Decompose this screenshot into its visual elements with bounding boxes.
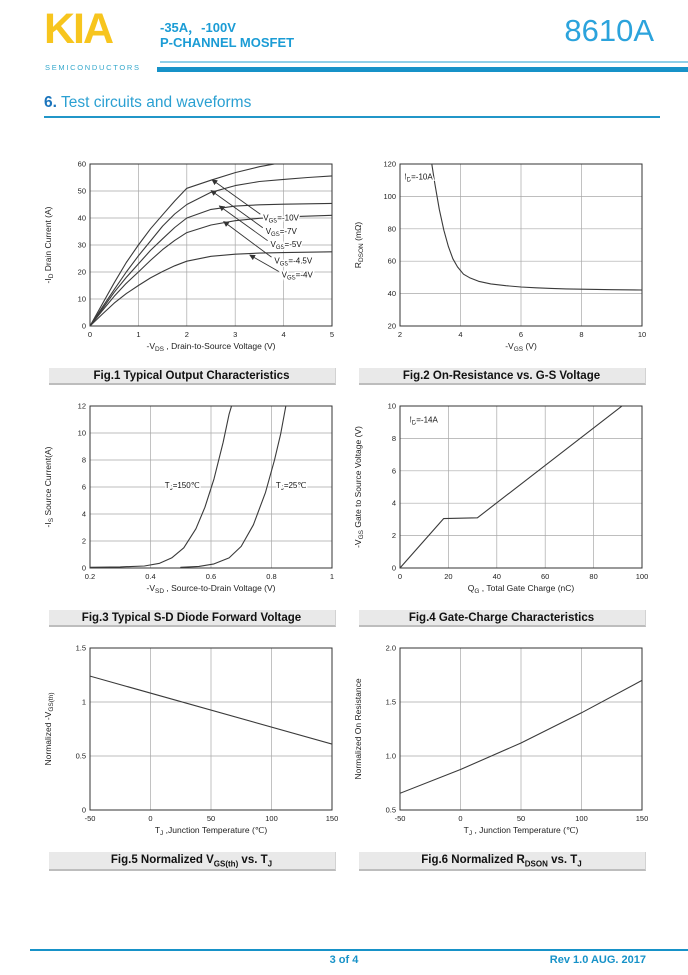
svg-text:ID=-10A: $I_D=-10A$ bbox=[404, 172, 433, 184]
svg-text:-50: -50 bbox=[394, 814, 406, 823]
svg-text:60: 60 bbox=[541, 572, 550, 581]
svg-text:Normalized On Resistance: Normalized On Resistance bbox=[353, 678, 363, 780]
fig2-plot bbox=[350, 152, 654, 366]
svg-text:4: 4 bbox=[458, 330, 463, 339]
svg-text:60: 60 bbox=[77, 159, 86, 169]
fig3-plot bbox=[40, 394, 344, 608]
svg-text:4: 4 bbox=[281, 330, 286, 339]
svg-text:120: 120 bbox=[383, 159, 396, 169]
svg-text:0: 0 bbox=[391, 563, 396, 573]
svg-text:0: 0 bbox=[87, 330, 93, 339]
svg-text:VGS=-10V: $V_{GS}=-10V$ bbox=[263, 213, 299, 225]
svg-text:40: 40 bbox=[77, 213, 86, 223]
svg-text:TJ=25℃: $T_J=25℃$ bbox=[275, 481, 307, 493]
svg-text:12: 12 bbox=[77, 401, 86, 411]
svg-text:QG , Total Gate Charge (nC): $Q_G$ , Total Gate Charge (nC) bbox=[467, 583, 575, 595]
svg-text:0: 0 bbox=[81, 563, 86, 573]
revision-label: Rev 1.0 AUG. 2017 bbox=[549, 954, 646, 966]
part-number: 8610A bbox=[564, 13, 654, 48]
svg-text:30: 30 bbox=[77, 240, 86, 250]
device-type: P-CHANNEL MOSFET bbox=[160, 35, 295, 50]
svg-text:VGS=-4V: $V_{GS}=-4V$ bbox=[281, 270, 313, 282]
fig3-card bbox=[40, 394, 344, 627]
svg-text:20: 20 bbox=[77, 267, 86, 277]
svg-text:40: 40 bbox=[387, 289, 396, 299]
fig2-card bbox=[350, 152, 654, 385]
svg-text:ID=-14A: $I_D=-14A$ bbox=[409, 415, 438, 427]
svg-text:0: 0 bbox=[458, 814, 463, 823]
svg-text:100: 100 bbox=[575, 814, 588, 823]
svg-text:Normalized -VGS(th): Normalized $-V_{GS(th)}$ bbox=[43, 692, 55, 766]
svg-text:2: 2 bbox=[81, 536, 86, 546]
svg-text:6: 6 bbox=[391, 466, 396, 476]
svg-text:2: 2 bbox=[391, 531, 396, 541]
fig1-caption: Fig.1 Typical Output Characteristics bbox=[49, 368, 336, 385]
header-rule-thick bbox=[157, 67, 688, 72]
svg-text:TJ , Junction Temperature (℃): $T_J$ , Junction Temperature (℃) bbox=[463, 825, 579, 837]
svg-text:TJ=150℃: $T_J=150℃$ bbox=[164, 481, 200, 493]
svg-text:4: 4 bbox=[81, 509, 86, 519]
fig5-plot bbox=[40, 636, 344, 850]
svg-text:RDSON (mΩ): $R_{DSON}$ (mΩ) bbox=[353, 221, 365, 269]
kia-logo-subtext: SEMICONDUCTORS bbox=[45, 63, 141, 72]
svg-text:150: 150 bbox=[635, 814, 649, 823]
device-rating: -35A，-100V bbox=[160, 20, 236, 35]
svg-text:1.5: 1.5 bbox=[385, 697, 396, 707]
svg-text:10: 10 bbox=[77, 428, 86, 438]
svg-text:-ID Drain Current (A): $-I_D$ Drain Current (A) bbox=[43, 206, 55, 284]
svg-text:10: 10 bbox=[387, 401, 396, 411]
footer-rule bbox=[30, 949, 688, 951]
page-indicator: 3 of 4 bbox=[329, 954, 359, 966]
section-text: Test circuits and waveforms bbox=[56, 94, 252, 111]
svg-text:50: 50 bbox=[206, 814, 216, 823]
svg-text:20: 20 bbox=[444, 572, 453, 581]
svg-text:150: 150 bbox=[325, 814, 339, 823]
fig6-card bbox=[350, 636, 654, 871]
svg-text:6: 6 bbox=[518, 330, 524, 339]
svg-text:2.0: 2.0 bbox=[385, 643, 396, 653]
svg-text:4: 4 bbox=[391, 498, 396, 508]
svg-text:VGS=-7V: $V_{GS}=-7V$ bbox=[265, 227, 297, 238]
fig1-plot bbox=[40, 152, 344, 366]
svg-text:3: 3 bbox=[233, 330, 238, 339]
svg-text:TJ ,Junction Temperature (℃): $T_J$ ,Junction Temperature (℃) bbox=[154, 825, 268, 837]
svg-text:1.0: 1.0 bbox=[385, 751, 396, 761]
svg-text:VGS=-4.5V: $V_{GS}=-4.5V$ bbox=[274, 256, 313, 268]
svg-text:0: 0 bbox=[397, 572, 403, 581]
fig3-caption: Fig.3 Typical S-D Diode Forward Voltage bbox=[49, 610, 336, 627]
svg-text:0: 0 bbox=[81, 805, 86, 815]
svg-text:VGS=-5V: $V_{GS}=-5V$ bbox=[270, 239, 302, 251]
svg-text:-VSD , Source-to-Drain Voltage: $-V_{SD}$ , Source-to-Drain Voltage (V) bbox=[146, 583, 276, 595]
fig5-card bbox=[40, 636, 344, 871]
fig5-caption: Fig.5 Normalized $V_{GS(th)}$ vs. $T_J$ bbox=[49, 852, 336, 871]
svg-text:1: 1 bbox=[329, 572, 335, 581]
svg-text:100: 100 bbox=[265, 814, 278, 823]
svg-text:0.4: 0.4 bbox=[145, 572, 156, 581]
fig4-plot bbox=[350, 394, 654, 608]
svg-text:8: 8 bbox=[81, 455, 86, 465]
svg-text:10: 10 bbox=[77, 294, 86, 304]
svg-text:-50: -50 bbox=[84, 814, 96, 823]
svg-text:0.8: 0.8 bbox=[266, 572, 277, 581]
svg-text:50: 50 bbox=[77, 186, 86, 196]
svg-text:100: 100 bbox=[383, 191, 396, 201]
header-rule-thin bbox=[160, 61, 688, 63]
svg-text:80: 80 bbox=[387, 224, 396, 234]
svg-text:60: 60 bbox=[387, 256, 396, 266]
svg-text:8: 8 bbox=[391, 433, 396, 443]
fig2-caption: Fig.2 On-Resistance vs. G-S Voltage bbox=[359, 368, 646, 385]
svg-text:10: 10 bbox=[637, 330, 647, 339]
svg-text:2: 2 bbox=[184, 330, 189, 339]
svg-text:0.5: 0.5 bbox=[385, 805, 396, 815]
svg-text:-IS Source Current(A): $-I_S$ Source Current(A) bbox=[43, 446, 55, 528]
svg-text:50: 50 bbox=[516, 814, 526, 823]
svg-text:2: 2 bbox=[397, 330, 403, 339]
section-number: 6. bbox=[44, 94, 57, 111]
fig4-card bbox=[350, 394, 654, 627]
svg-text:0.6: 0.6 bbox=[205, 572, 217, 581]
svg-text:6: 6 bbox=[81, 482, 86, 492]
svg-text:1: 1 bbox=[136, 330, 141, 339]
svg-text:1: 1 bbox=[81, 697, 86, 707]
kia-logo: KIA bbox=[44, 5, 113, 53]
section-title bbox=[44, 94, 251, 112]
section-underline bbox=[44, 116, 660, 118]
svg-text:0.2: 0.2 bbox=[84, 572, 96, 581]
fig6-caption: Fig.6 Normalized $R_{DSON}$ vs. $T_J$ bbox=[359, 852, 646, 871]
svg-text:1.5: 1.5 bbox=[75, 643, 86, 653]
svg-text:0.5: 0.5 bbox=[75, 751, 86, 761]
fig1-card bbox=[40, 152, 344, 385]
svg-text:0: 0 bbox=[148, 814, 153, 823]
svg-text:40: 40 bbox=[492, 572, 501, 581]
fig4-caption: Fig.4 Gate-Charge Characteristics bbox=[359, 610, 646, 627]
fig6-plot bbox=[350, 636, 654, 850]
svg-text:20: 20 bbox=[387, 321, 396, 331]
svg-text:8: 8 bbox=[579, 330, 584, 339]
svg-text:0: 0 bbox=[81, 321, 86, 331]
svg-text:80: 80 bbox=[589, 572, 598, 581]
svg-text:-VGS (V): $-V_{GS}$ (V) bbox=[505, 341, 537, 353]
svg-text:5: 5 bbox=[329, 330, 335, 339]
svg-text:-VGS Gate to Source Voltage (V: $-V_{GS}$ Gate to Source Voltage (V) bbox=[353, 426, 365, 548]
svg-text:-VDS , Drain-to-Source Voltage: $-V_{DS}$ , Drain-to-Source Voltage (V) bbox=[146, 341, 276, 353]
charts-grid bbox=[40, 152, 654, 871]
svg-text:100: 100 bbox=[635, 572, 649, 581]
